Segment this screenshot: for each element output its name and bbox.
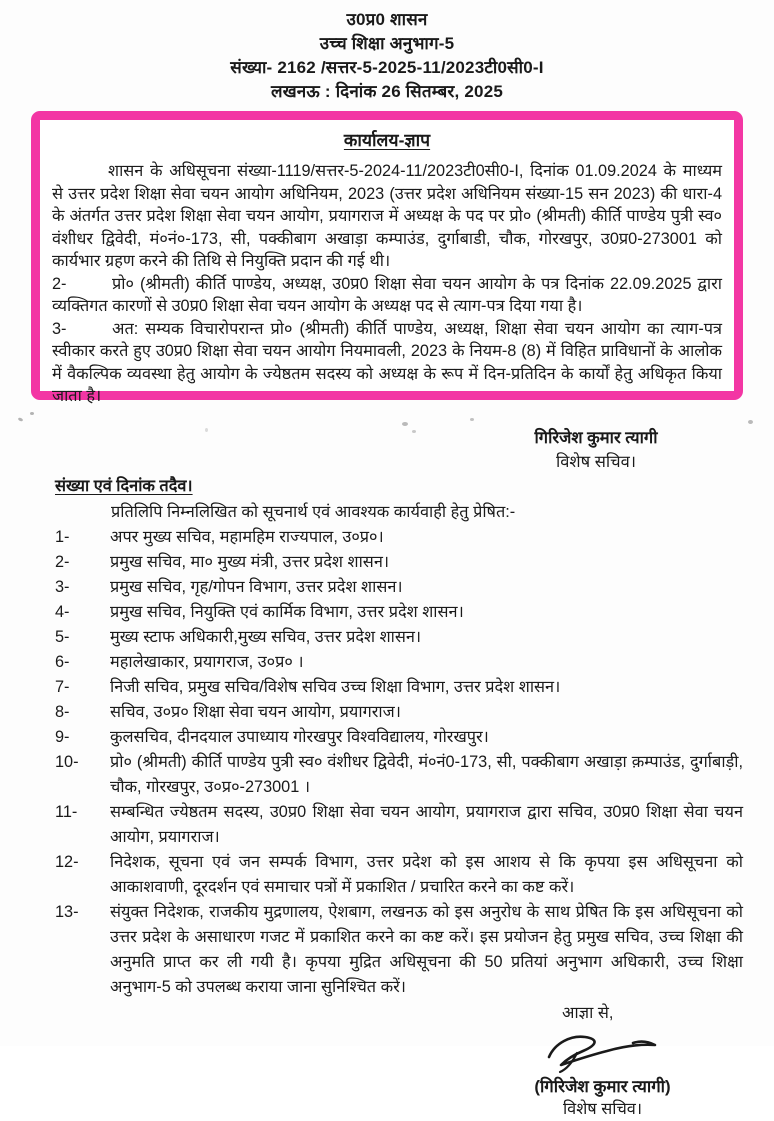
item-number: 5- (55, 628, 70, 646)
list-item (55, 800, 747, 850)
highlighted-memo-box (31, 111, 743, 405)
memo-title: कार्यालय-ज्ञाप (343, 130, 431, 150)
list-item (55, 900, 747, 1000)
item-text: अपर मुख्य सचिव, महामहिम राज्यपाल, उ०प्र०। (110, 528, 384, 546)
distribution-list (55, 525, 747, 1000)
paragraph-text: प्रो० (श्रीमती) कीर्ति पाण्डेय, अध्यक्ष, उ0प्र0 शिक्षा सेवा चयन आयोग के पत्र दिनांक 22.09.2025 द्वारा व्यक्तिगत कारणों से उ0प्र0 शिक्षा सेवा चयन आयोग के अध्यक्ष पद से त्याग-पत्र दिया गया है। (52, 274, 722, 315)
signatory-designation: विशेष सचिव। (555, 453, 637, 471)
letterhead (0, 8, 774, 104)
paragraph-text: अत: सम्यक विचारोपरान्त प्रो० (श्रीमती) कीर्ति पाण्डेय, अध्यक्ष, शिक्षा सेवा चयन आयोग का त्याग-पत्र स्वीकार करते हुए उ0प्र0 शिक्षा सेवा चयन आयोग नियमावली, 2023 के नियम-8 (8) में विहित प्राविधानों के आलोक में वैकल्पिक व्यवस्था हेतु आयोग के ज्येष्ठतम सदस्य को अध्यक्ष के रूप में दिन-प्रतिदिन के कार्यों हेतु अधिकृत किया जाता है। (52, 319, 722, 405)
item-text: प्रमुख सचिव, गृह/गोपन विभाग, उत्तर प्रदेश शासन। (110, 578, 403, 596)
paragraph-number: 3- (52, 319, 67, 338)
by-order-text: आज्ञा से, (562, 1004, 614, 1022)
list-item (55, 575, 747, 600)
list-item (55, 750, 747, 800)
list-item (55, 675, 747, 700)
item-text: प्रमुख सचिव, मा० मुख्य मंत्री, उत्तर प्रदेश शासन। (110, 553, 390, 571)
item-number: 12- (55, 853, 79, 871)
item-number: 10- (55, 753, 79, 771)
item-number: 13- (55, 903, 79, 921)
signatory-designation: विशेष सचिव। (562, 1100, 643, 1118)
item-text: मुख्य स्टाफ अधिकारी,मुख्य सचिव, उत्तर प्रदेश शासन। (110, 628, 422, 646)
scan-noise (412, 430, 416, 433)
letter-number: संख्या- 2162 /सत्तर-5-2025-11/2023टी0सी0-I (230, 58, 544, 77)
memo-paragraph-2 (52, 273, 722, 318)
distribution-section (55, 474, 747, 1121)
scan-noise (18, 417, 24, 422)
memo-paragraph-3 (52, 318, 722, 408)
item-number: 6- (55, 653, 70, 671)
scan-noise (470, 418, 474, 421)
place-and-date: लखनऊ : दिनांक 26 सितम्बर, 2025 (270, 82, 504, 101)
paragraph-number: 2- (52, 274, 67, 293)
item-number: 4- (55, 603, 70, 621)
item-number: 11- (55, 803, 78, 821)
memo-paragraph-1: शासन के अधिसूचना संख्या-1119/सत्तर-5-2024-11/2023टी0सी0-I, दिनांक 01.09.2024 के माध्यम से उत्तर प्रदेश शिक्षा सेवा चयन आयोग अधिनियम, 2023 (उत्तर प्रदेश अधिनियम संख्या-15 सन 2023) की धारा-4 के अंतर्गत उत्तर प्रदेश शिक्षा सेवा चयन आयोग, प्रयागराज में अध्यक्ष के पद पर प्रो० (श्रीमती) कीर्ति पाण्डेय पुत्री स्व० वंशीधर द्विवेदी, मं०नं०-173, सी, पक्कीबाग अखाड़ा कम्पाउंड, दुर्गाबाडी, चौक, गोरखपुर, उ0प्र0-273001 को कार्यभार ग्रहण करने की तिथि से नियुक्ति प्रदान की गई थी। (52, 162, 722, 270)
item-text: कुलसचिव, दीनदयाल उपाध्याय गोरखपुर विश्वविद्यालय, गोरखपुर। (110, 728, 489, 746)
list-item (55, 650, 747, 675)
item-text: निजी सचिव, प्रमुख सचिव/विशेष सचिव उच्च शिक्षा विभाग, उत्तर प्रदेश शासन। (110, 678, 561, 696)
list-item (55, 725, 747, 750)
item-number: 2- (55, 553, 70, 571)
scan-noise (748, 420, 753, 424)
scan-noise (30, 412, 34, 415)
government-name: उ0प्र0 शासन (346, 10, 428, 29)
item-text: सम्बन्धित ज्येष्ठतम सदस्य, उ0प्र0 शिक्षा सेवा चयन आयोग, प्रयागराज द्वारा सचिव, उ0प्र0 शिक्षा सेवा चयन आयोग, प्रयागराज। (110, 803, 743, 846)
item-text: महालेखाकार, प्रयागराज, उ०प्र० । (110, 653, 304, 671)
scan-noise (205, 428, 208, 432)
signatory-block-top (478, 426, 714, 474)
list-item (55, 600, 747, 625)
handwritten-signature (480, 1027, 725, 1075)
list-item (55, 850, 747, 900)
list-item (55, 525, 747, 550)
item-text: प्रो० (श्रीमती) कीर्ति पाण्डेय पुत्री स्व० वंशीधर द्विवेदी, मं०नं0-173, सी, पक्कीबाग अखाड़ा क़म्पाउंड, दुर्गाबाड़ी, चौक, गोरखपुर, उ०प्र०-273001 । (110, 753, 743, 796)
item-number: 3- (55, 578, 70, 596)
scan-noise (402, 422, 408, 426)
item-number: 9- (55, 728, 70, 746)
item-number: 7- (55, 678, 70, 696)
signatory-block-bottom (480, 1002, 725, 1121)
department-section: उच्च शिक्षा अनुभाग-5 (319, 34, 455, 53)
list-item (55, 550, 747, 575)
distribution-intro: प्रतिलिपि निम्नलिखित को सूचनार्थ एवं आवश्यक कार्यवाही हेतु प्रेषित:- (111, 503, 516, 521)
item-number: 1- (55, 528, 70, 546)
list-item (55, 700, 747, 725)
signatory-name: गिरिजेश कुमार त्यागी (534, 429, 658, 447)
list-item (55, 625, 747, 650)
item-text: संयुक्त निदेशक, राजकीय मुद्रणालय, ऐशबाग, लखनऊ को इस अनुरोध के साथ प्रेषित कि इस अधिसूचना को उत्तर प्रदेश के असाधारण गजट में प्रकाशित करने का कष्ट करें। इस प्रयोजन हेतु प्रमुख सचिव, उच्च शिक्षा की अनुमति प्राप्त कर ली गयी है। कृपया मुद्रित अधिसूचना की 50 प्रतियां अनुभाग अधिकारी, उच्च शिक्षा अनुभाग-5 को उपलब्ध कराया जाना सुनिश्चित करें। (110, 903, 743, 996)
signatory-name: (गिरिजेश कुमार त्यागी) (534, 1077, 671, 1096)
signature-scribble-icon (543, 1027, 663, 1075)
item-text: सचिव, उ०प्र० शिक्षा सेवा चयन आयोग, प्रयागराज। (110, 703, 401, 721)
distribution-heading: संख्या एवं दिनांक तदैव। (55, 477, 193, 495)
item-number: 8- (55, 703, 70, 721)
item-text: प्रमुख सचिव, नियुक्ति एवं कार्मिक विभाग, उत्तर प्रदेश शासन। (110, 603, 464, 621)
item-text: निदेशक, सूचना एवं जन सम्पर्क विभाग, उत्तर प्रदेश को इस आशय से कि कृपया इस अधिसूचना को आकाशवाणी, दूरदर्शन एवं समाचार पत्रों में प्रकाशित / प्रचारित करने का कष्ट करें। (110, 853, 743, 896)
